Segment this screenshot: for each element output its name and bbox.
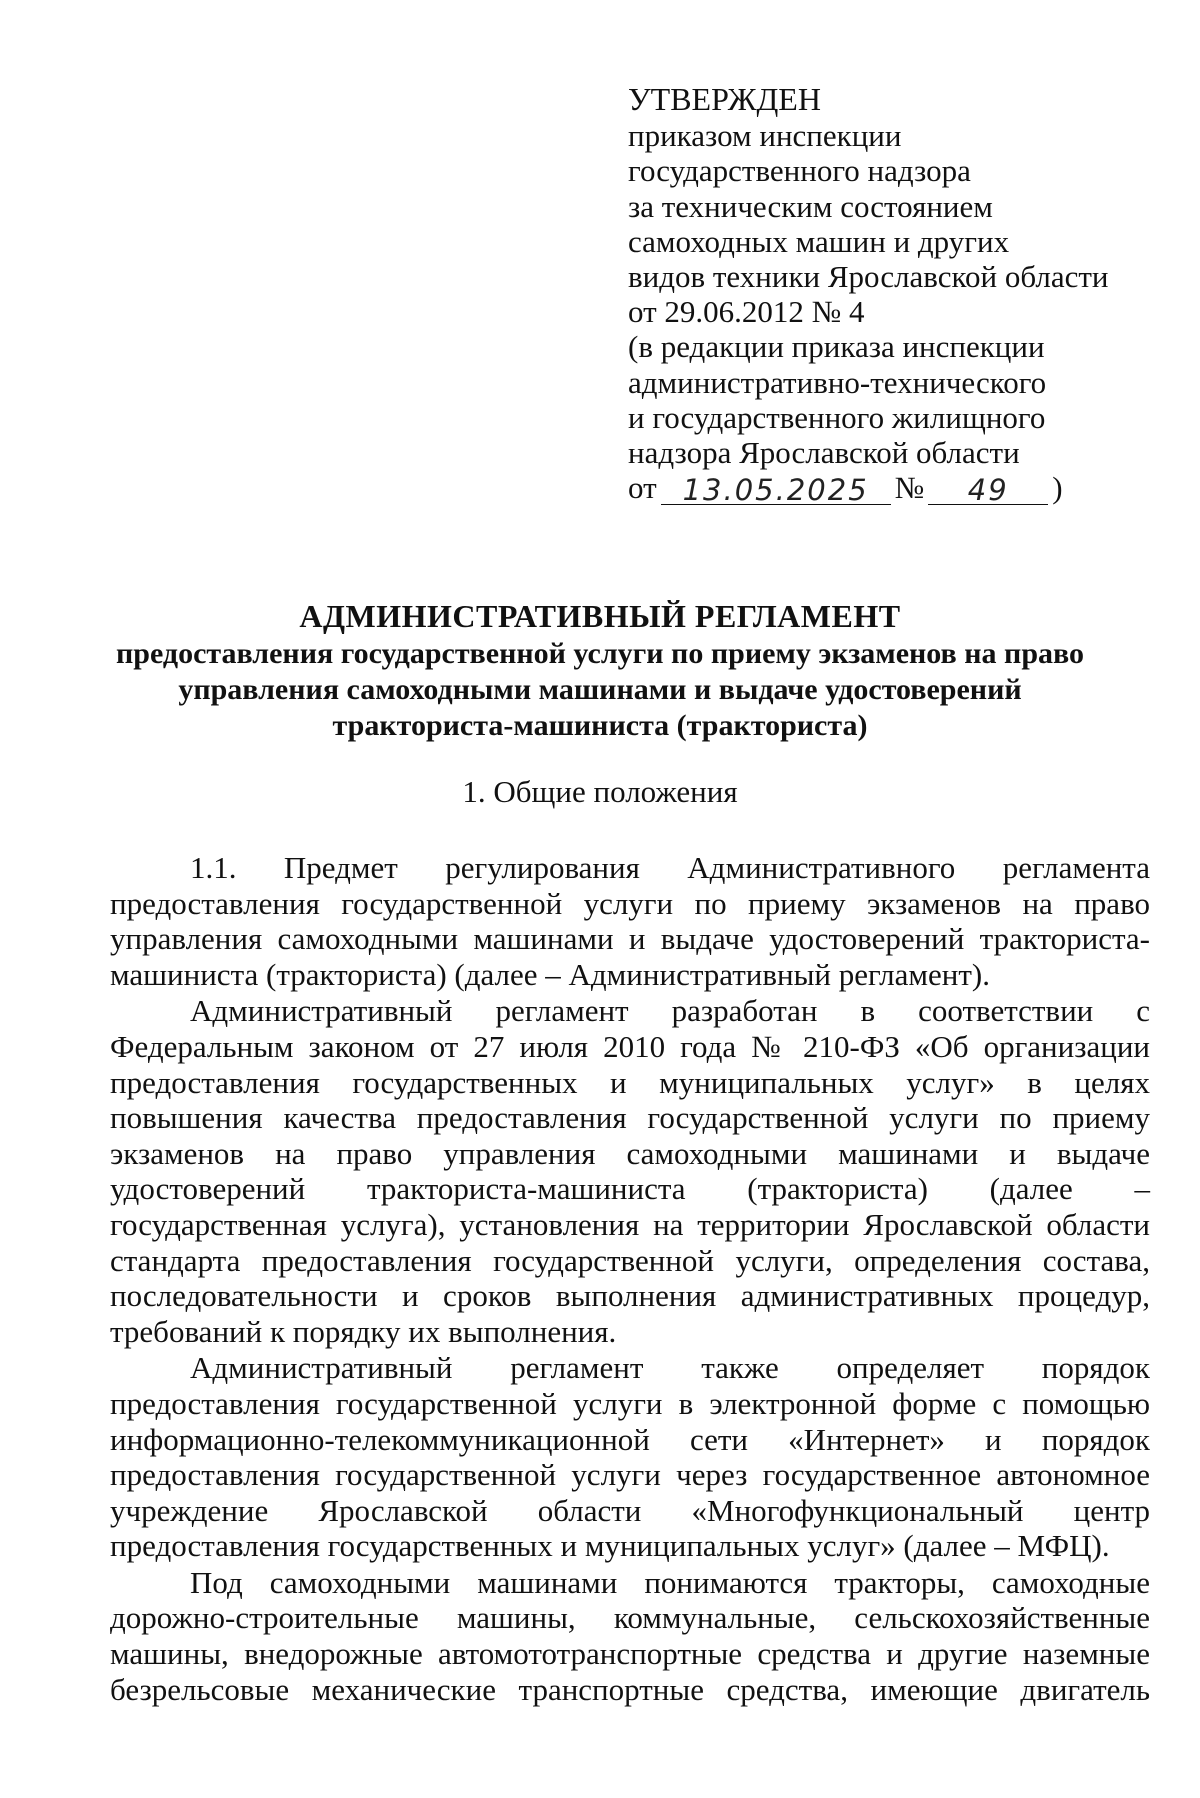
paragraph: 1.1. Предмет регулирования Административного регламента предоставления государственной услуги по приему экзаменов на право управления самоходными машинами и выдаче удостоверений тракториста-машиниста (тракториста) (далее – Административный регламент).: [110, 850, 1150, 992]
approval-line: и государственного жилищного: [628, 399, 1046, 435]
approval-line: (в редакции приказа инспекции: [628, 329, 1045, 365]
document-subtitle-line: управления самоходными машинами и выдаче удостоверений: [178, 673, 1022, 706]
date-prefix: от: [628, 470, 657, 506]
date-blank: [661, 473, 891, 508]
handwritten-date: 13.05.2025: [682, 473, 869, 508]
handwritten-number: 49: [967, 473, 1009, 508]
approval-line: государственного надзора: [628, 153, 971, 189]
approval-line: надзора Ярославской области: [628, 435, 1020, 471]
approval-line: приказом инспекции: [628, 118, 902, 154]
approval-line: самоходных машин и других: [628, 223, 1010, 259]
document-title: АДМИНИСТРАТИВНЫЙ РЕГЛАМЕНТ: [299, 598, 901, 634]
document-body: [110, 850, 1150, 1707]
document-subtitle-line: тракториста-машиниста (тракториста): [332, 709, 868, 742]
document-title-block: [100, 596, 1100, 744]
paragraph: Административный регламент также определяет порядок предоставления государственной услуги в электронной форме с помощью информационно-телекоммуникационной сети «Интернет» и порядок предоставления государственной услуги через государственное автономное учреждение Ярославской области «Многофункциональный центр предоставления государственных и муниципальных услуг» (далее – МФЦ).: [110, 1350, 1150, 1564]
paragraph: Под самоходными машинами понимаются тракторы, самоходные дорожно-строительные машины, коммунальные, сельскохозяйственные машины, внедорожные автомототранспортные средства и другие наземные безрельсовые механические транспортные средства, имеющие двигатель: [110, 1564, 1150, 1707]
paragraph: Административный регламент разработан в соответствии с Федеральным законом от 27 июля 2010 года № 210-ФЗ «Об организации предоставления государственных и муниципальных услуг» в целях повышения качества предоставления государственной услуги по приему экзаменов на право управления самоходными машинами и выдаче удостоверений тракториста-машиниста (тракториста) (далее – государственная услуга), установления на территории Ярославской области стандарта предоставления государственной услуги, определения состава, последовательности и сроков выполнения административных процедур, требований к порядку их выполнения.: [110, 993, 1150, 1349]
approval-stamp-block: [628, 81, 1148, 508]
document-subtitle-line: предоставления государственной услуги по приему экзаменов на право: [116, 637, 1084, 670]
number-sign: №: [894, 470, 925, 506]
closing-paren: ): [1052, 470, 1063, 506]
approval-line: от 29.06.2012 № 4: [628, 294, 865, 330]
number-blank: [928, 473, 1048, 508]
approval-date-number-line: [628, 470, 1148, 508]
section-heading: 1. Общие положения: [462, 774, 738, 809]
approval-line: за техническим состоянием: [628, 188, 993, 224]
approval-line: административно-технического: [628, 364, 1047, 400]
approval-heading: УТВЕРЖДЕН: [628, 81, 821, 117]
approval-line: видов техники Ярославской области: [628, 259, 1109, 295]
